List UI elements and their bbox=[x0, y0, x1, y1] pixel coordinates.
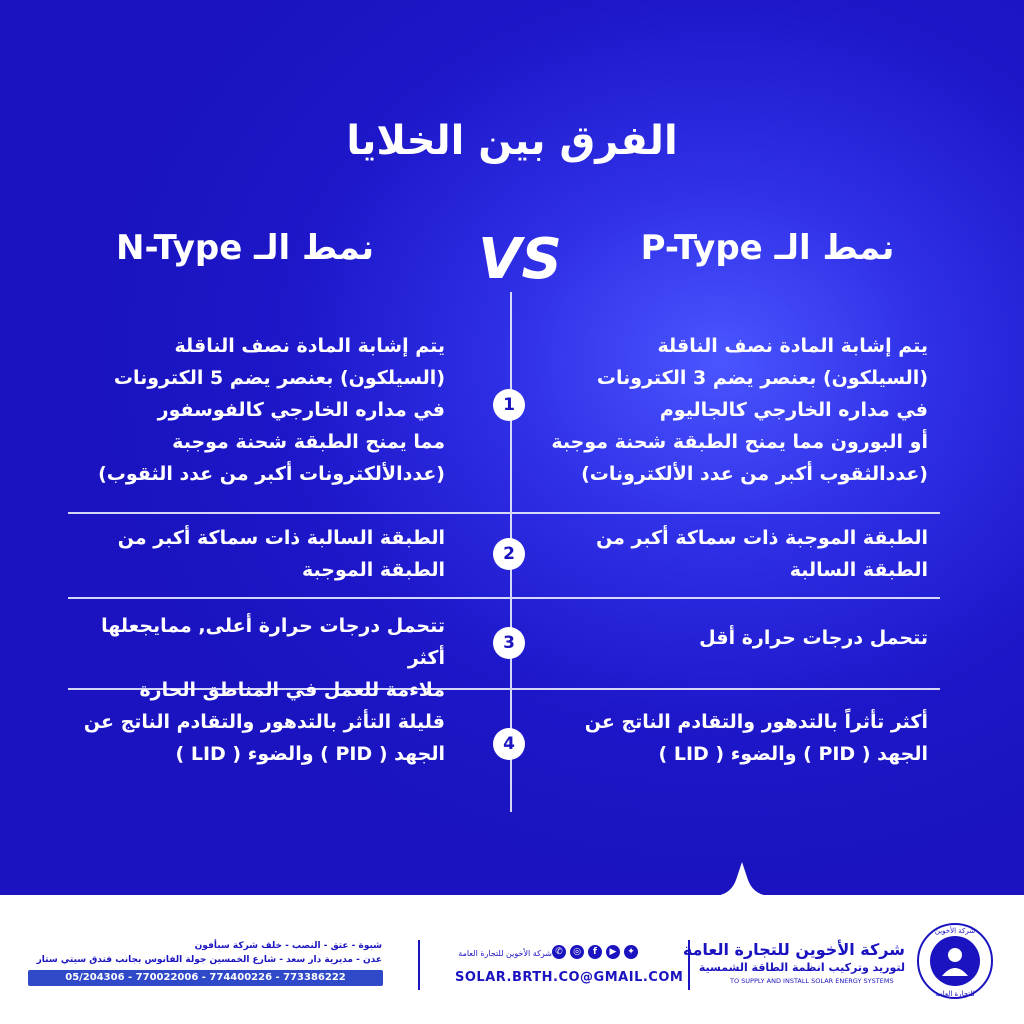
p-type-point-3: تتحمل درجات حرارة أقل bbox=[699, 627, 928, 649]
company-tagline-en: TO SUPPLY AND INSTALL SOLAR ENERGY SYSTEMS bbox=[730, 977, 894, 985]
n-type-point-2: الطبقة السالبة ذات سماكة أكبر من الطبقة الموجبة bbox=[117, 527, 445, 581]
row-divider bbox=[512, 688, 940, 690]
row-number-badge: 1 bbox=[493, 389, 525, 421]
company-tagline: لتوريد وتركيب انظمة الطاقة الشمسية bbox=[698, 961, 905, 974]
row-divider bbox=[512, 597, 940, 599]
row-number-badge: 4 bbox=[493, 728, 525, 760]
svg-text:للتجارة العامة: للتجارة العامة bbox=[935, 990, 975, 998]
whatsapp-icon[interactable]: ✆ bbox=[552, 945, 566, 959]
youtube-icon[interactable]: ▶ bbox=[606, 945, 620, 959]
svg-text:شركة الأخوين: شركة الأخوين bbox=[934, 927, 976, 935]
n-type-point-4: قليلة التأثر بالتدهور والتقادم الناتج عن الجهد ( PID ) والضوء ( LID ) bbox=[83, 711, 445, 765]
company-logo bbox=[916, 922, 994, 1000]
p-type-point-1: يتم إشابة المادة نصف الناقلة (السيلكون) بعنصر يضم 3 الكترونات في مداره الخارجي كالجاليوم أو البورون مما يمنح الطبقة شحنة موجبة (عددالثقوب أكبر من عدد الألكترونات) bbox=[551, 335, 928, 485]
email-link[interactable]: SOLAR.BRTH.CO@GMAIL.COM bbox=[455, 970, 684, 985]
company-name: شركة الأخوين للتجارة العامة bbox=[682, 940, 905, 959]
row-number-badge: 3 bbox=[493, 627, 525, 659]
address-line-1: شبوة - عتق - النصب - خلف شركة سبأفون bbox=[194, 941, 382, 951]
social-handle: شركة الأخوين للتجارة العامة bbox=[458, 949, 552, 958]
company-info bbox=[682, 940, 905, 985]
svg-text:VS: VS bbox=[478, 227, 562, 292]
instagram-icon[interactable]: ◎ bbox=[570, 945, 584, 959]
address-line-2: عدن - مديرية دار سعد - شارع الخمسين جولة الفانوس بجانب فندق سيتي ستار bbox=[36, 955, 382, 965]
n-type-point-3: تتحمل درجات حرارة أعلى, ممايجعلها أكثر ملاءمة للعمل في المناطق الحارة bbox=[101, 615, 445, 701]
footer-notch bbox=[712, 858, 772, 898]
twitter-icon[interactable]: ✦ bbox=[624, 945, 638, 959]
row-divider bbox=[68, 597, 510, 599]
p-type-point-4: أكثر تأثراً بالتدهور والتقادم الناتج عن الجهد ( PID ) والضوء ( LID ) bbox=[584, 711, 928, 765]
p-type-point-2: الطبقة الموجبة ذات سماكة أكبر من الطبقة السالبة bbox=[596, 527, 928, 581]
row-divider bbox=[68, 512, 510, 514]
row-divider bbox=[512, 512, 940, 514]
phone-numbers: 05/204306 - 770022006 - 774400226 - 773386222 bbox=[28, 970, 383, 986]
p-type-heading: نمط الـ P-Type bbox=[640, 228, 895, 268]
n-type-point-1: يتم إشابة المادة نصف الناقلة (السيلكون) بعنصر يضم 5 الكترونات في مداره الخارجي كالفوسفور مما يمنح الطبقة شحنة موجبة (عددالألكترونات أكبر من عدد الثقوب) bbox=[98, 335, 445, 485]
page-title: الفرق بين الخلايا bbox=[346, 118, 678, 164]
facebook-icon[interactable]: f bbox=[588, 945, 602, 959]
row-number-badge: 2 bbox=[493, 538, 525, 570]
footer-separator bbox=[418, 940, 420, 990]
social-icons bbox=[552, 945, 638, 959]
vs-logo bbox=[470, 218, 570, 298]
n-type-heading: نمط الـ N-Type bbox=[116, 228, 374, 268]
